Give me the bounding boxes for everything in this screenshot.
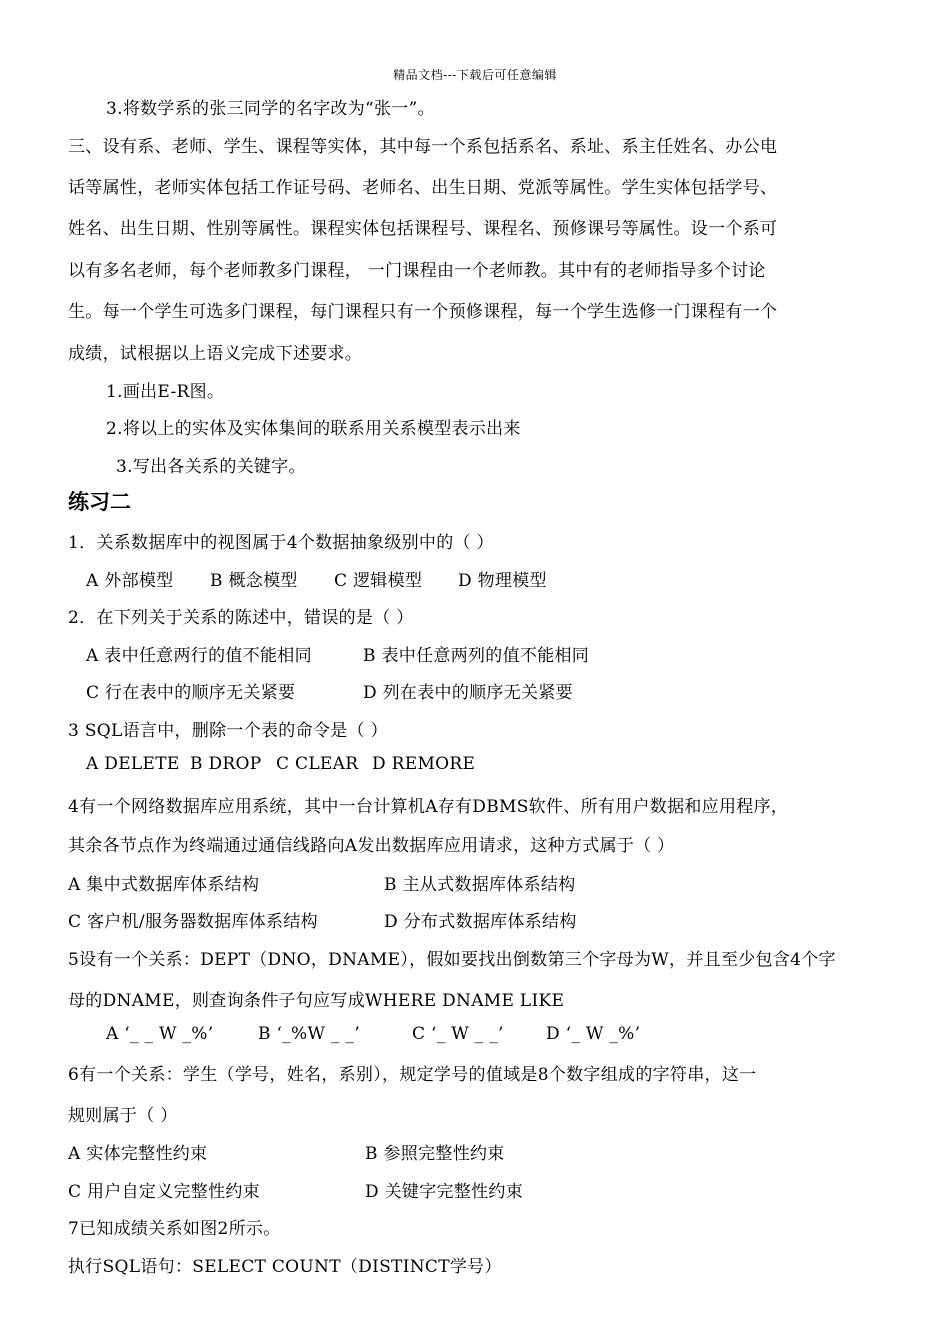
q6-option-b: B 参照完整性约束 <box>365 1144 505 1164</box>
question-7-stem-line-1: 7已知成绩关系如图2所示。 <box>68 1219 281 1239</box>
question-6-options-row-2 <box>68 1177 523 1202</box>
requirement-2: 2.将以上的实体及实体集间的联系用关系模型表示出来 <box>106 419 521 439</box>
practice-title: 练习二 <box>68 490 131 514</box>
question-5-options <box>106 1024 640 1044</box>
question-4-options-row-1 <box>68 870 576 895</box>
q3-option-b: B DROP <box>190 754 262 774</box>
q2-option-d: D 列在表中的顺序无关紧要 <box>363 683 573 703</box>
q5-option-a: A ‘_ _ W _%’ <box>106 1024 214 1044</box>
problem-3-line-6: 成绩，试根据以上语义完成下述要求。 <box>68 344 363 364</box>
question-5-stem-line-2: 母的DNAME，则查询条件子句应写成WHERE DNAME LIKE <box>68 991 565 1011</box>
question-6-stem-line-1: 6有一个关系：学生（学号，姓名，系别），规定学号的值域是8个数字组成的字符串，这一 <box>68 1065 757 1085</box>
q4-option-d: D 分布式数据库体系结构 <box>384 912 577 932</box>
question-4-options-row-2 <box>68 907 577 932</box>
problem-3-line-3: 姓名、出生日期、性别等属性。课程实体包括课程号、课程名、预修课号等属性。设一个系可 <box>68 219 778 239</box>
question-2-options-row-2 <box>86 678 573 703</box>
q3-option-a: A DELETE <box>86 754 180 774</box>
requirement-3: 3.写出各关系的关键字。 <box>116 457 306 477</box>
question-3-options <box>86 754 475 774</box>
question-1-stem: 1．关系数据库中的视图属于4个数据抽象级别中的（ ） <box>68 533 494 553</box>
problem-3-line-5: 生。每一个学生可选多门课程，每门课程只有一个预修课程，每一个学生选修一门课程有一个 <box>68 302 778 322</box>
q2-option-c: C 行在表中的顺序无关紧要 <box>86 683 296 703</box>
question-2-stem: 2．在下列关于关系的陈述中，错误的是（ ） <box>68 608 414 628</box>
q4-option-b: B 主从式数据库体系结构 <box>384 875 576 895</box>
q5-option-d: D ‘_ W _%’ <box>546 1024 641 1044</box>
requirement-1: 1.画出E-R图。 <box>106 382 225 402</box>
q6-option-a: A 实体完整性约束 <box>68 1144 208 1164</box>
q6-option-d: D 关键字完整性约束 <box>365 1182 524 1202</box>
q5-option-b: B ‘_%W _ _’ <box>258 1024 360 1044</box>
q6-option-c: C 用户自定义完整性约束 <box>68 1182 261 1202</box>
q4-option-c: C 客户机/服务器数据库体系结构 <box>68 912 318 932</box>
q2-option-b: B 表中任意两列的值不能相同 <box>363 646 590 666</box>
question-5-stem-line-1: 5设有一个关系：DEPT（DNO，DNAME），假如要找出倒数第三个字母为W，并且至少包含4个字 <box>68 950 836 970</box>
q1-option-d: D 物理模型 <box>458 571 547 591</box>
q1-option-c: C 逻辑模型 <box>334 571 423 591</box>
question-3-stem: 3 SQL语言中，删除一个表的命令是（ ） <box>68 721 388 741</box>
problem-3-line-4: 以有多名老师，每个老师教多门课程， 一门课程由一个老师教。其中有的老师指导多个讨论 <box>68 261 766 281</box>
q1-option-b: B 概念模型 <box>210 571 298 591</box>
page-header: 精品文档---下载后可任意编辑 <box>393 68 557 82</box>
task-item-3: 3.将数学系的张三同学的名字改为“张一”。 <box>106 99 435 119</box>
question-2-options-row-1 <box>86 641 589 666</box>
question-7-stem-line-2: 执行SQL语句：SELECT COUNT（DISTINCT学号） <box>68 1257 502 1277</box>
q4-option-a: A 集中式数据库体系结构 <box>68 875 260 895</box>
question-4-stem-line-2: 其余各节点作为终端通过通信线路向A发出数据库应用请求，这种方式属于（ ） <box>68 836 675 856</box>
question-6-options-row-1 <box>68 1139 505 1164</box>
q1-option-a: A 外部模型 <box>86 571 174 591</box>
q5-option-c: C ‘_ W _ _’ <box>412 1024 504 1044</box>
problem-3-line-2: 话等属性，老师实体包括工作证号码、老师名、出生日期、党派等属性。学生实体包括学号、 <box>68 178 778 198</box>
q2-option-a: A 表中任意两行的值不能相同 <box>86 646 312 666</box>
question-4-stem-line-1: 4有一个网络数据库应用系统，其中一台计算机A存有DBMS软件、所有用户数据和应用程序， <box>68 797 789 817</box>
question-1-options <box>86 566 547 591</box>
q3-option-c: C CLEAR <box>276 754 359 774</box>
problem-3-line-1: 三、设有系、老师、学生、课程等实体，其中每一个系包括系名、系址、系主任姓名、办公电 <box>68 137 778 157</box>
question-6-stem-line-2: 规则属于（ ） <box>68 1106 178 1126</box>
q3-option-d: D REMORE <box>372 754 476 774</box>
